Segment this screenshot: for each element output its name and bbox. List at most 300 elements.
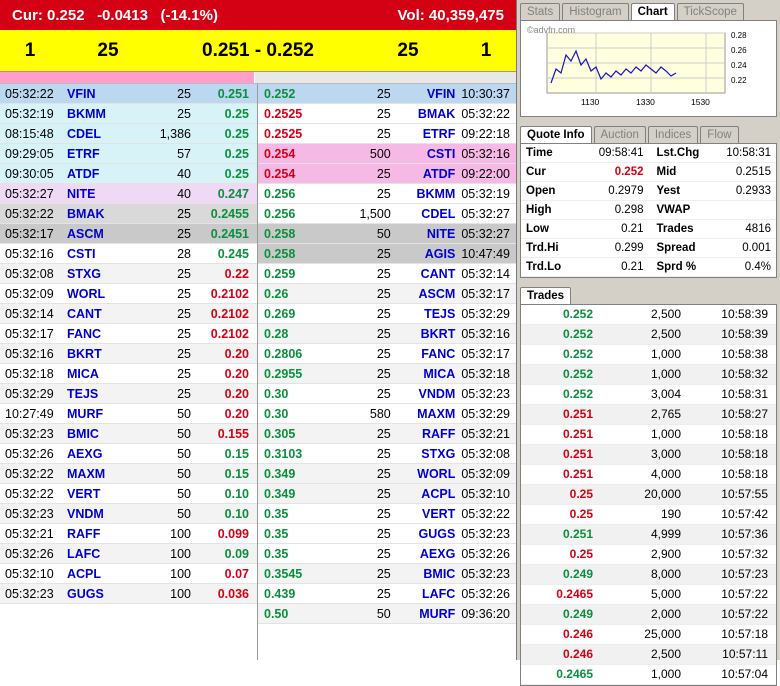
tab-trades[interactable]: Trades (520, 287, 571, 304)
ask-size: 25 (376, 247, 391, 261)
bid-mmid: ACPL (67, 567, 102, 581)
trade-row[interactable] (521, 385, 776, 405)
trade-row[interactable] (521, 365, 776, 385)
ask-time: 09:22:00 (461, 167, 510, 181)
bid-time: 10:27:49 (5, 407, 54, 421)
ask-mmid: RAFF (422, 427, 456, 441)
ask-time: 05:32:21 (461, 427, 510, 441)
bid-mmid: MAXM (67, 467, 106, 481)
tab-chart[interactable]: Chart (631, 3, 675, 20)
bid-price: 0.15 (224, 447, 249, 461)
trade-price: 0.251 (562, 447, 593, 461)
trade-time: 10:57:11 (722, 647, 768, 661)
ask-price: 0.269 (264, 307, 296, 321)
bid-size: 25 (177, 387, 191, 401)
bid-mmid: NITE (67, 187, 96, 201)
ask-book[interactable] (258, 84, 516, 660)
trade-size: 2,900 (650, 547, 681, 561)
tab-stats[interactable]: Stats (520, 3, 560, 20)
bid-price: 0.10 (224, 507, 249, 521)
bid-mmid: STXG (67, 267, 102, 281)
bid-mmid: ETRF (67, 147, 100, 161)
bid-time: 09:30:05 (5, 167, 54, 181)
ask-price: 0.349 (264, 487, 296, 501)
bid-row[interactable] (0, 164, 257, 184)
price-chart-panel[interactable] (520, 20, 777, 117)
bid-price: 0.25 (224, 127, 249, 141)
svg-text:1530: 1530 (691, 97, 710, 107)
ask-row[interactable] (258, 484, 516, 504)
ask-mmid: NITE (426, 227, 456, 241)
ask-price: 0.305 (264, 427, 296, 441)
ask-time: 09:36:20 (461, 607, 510, 621)
ask-size: 25 (376, 447, 391, 461)
bid-size: 25 (177, 327, 191, 341)
trade-row[interactable] (521, 605, 776, 625)
ask-mmid: LAFC (422, 587, 456, 601)
tab-histogram[interactable]: Histogram (562, 3, 628, 20)
bid-row[interactable] (0, 144, 257, 164)
bid-price: 0.25 (224, 167, 249, 181)
ask-time: 05:32:19 (461, 187, 510, 201)
ask-time: 05:32:10 (461, 487, 510, 501)
quote-tab-strip[interactable] (517, 123, 780, 143)
current-price-group (12, 7, 218, 24)
trade-price: 0.251 (562, 427, 593, 441)
bid-book[interactable] (0, 84, 258, 660)
tab-auction[interactable]: Auction (594, 126, 646, 143)
quote-info-value-right: 0.2933 (717, 182, 776, 201)
ask-size: 25 (376, 327, 391, 341)
ask-size: 25 (376, 87, 391, 101)
quote-info-row (521, 201, 776, 220)
ask-row[interactable] (258, 464, 516, 484)
ask-row[interactable] (258, 264, 516, 284)
trade-price: 0.251 (562, 467, 593, 481)
ask-row[interactable] (258, 604, 516, 624)
bid-mmid: BKMM (67, 107, 106, 121)
ask-mmid: AGIS (424, 247, 456, 261)
trade-row[interactable] (521, 445, 776, 465)
trade-size: 2,500 (650, 327, 681, 341)
ask-mmid: ETRF (422, 127, 456, 141)
bid-price: 0.09 (224, 547, 249, 561)
ask-mmid: CANT (420, 267, 456, 281)
ask-price: 0.35 (264, 507, 289, 521)
bid-row[interactable] (0, 264, 257, 284)
ask-time: 05:32:27 (461, 227, 510, 241)
bid-row[interactable] (0, 404, 257, 424)
ask-size: 580 (369, 407, 391, 421)
trade-row[interactable] (521, 405, 776, 425)
ask-row[interactable] (258, 224, 516, 244)
bid-mmid: BMAK (67, 207, 105, 221)
depth-ratio-bid (0, 72, 255, 83)
svg-text:0.24: 0.24 (731, 61, 747, 70)
ask-price: 0.258 (264, 227, 296, 241)
trade-size: 2,500 (650, 307, 681, 321)
bid-size: 100 (170, 587, 191, 601)
ask-mmid: VERT (421, 507, 456, 521)
tab-flow[interactable]: Flow (700, 126, 738, 143)
bid-row[interactable] (0, 524, 257, 544)
bid-time: 05:32:16 (5, 347, 54, 361)
bid-size: 50 (177, 487, 191, 501)
trade-price: 0.251 (562, 407, 593, 421)
order-book (0, 84, 516, 660)
bid-size: 50 (177, 447, 191, 461)
quote-info-value-right (717, 201, 776, 220)
ask-price: 0.3103 (264, 447, 303, 461)
ask-mmid: WORL (417, 467, 456, 481)
bid-price: 0.2455 (210, 207, 249, 221)
ask-size: 25 (376, 587, 391, 601)
bid-mmid: ASCM (67, 227, 104, 241)
ask-row[interactable] (258, 584, 516, 604)
ask-price: 0.256 (264, 187, 296, 201)
bid-price: 0.07 (224, 567, 249, 581)
ask-time: 05:32:22 (461, 107, 510, 121)
svg-text:1130: 1130 (581, 97, 600, 107)
ask-time: 10:30:37 (461, 87, 510, 101)
ask-row[interactable] (258, 244, 516, 264)
trade-row[interactable] (521, 665, 776, 685)
quote-info-label-left: Time (521, 144, 590, 163)
bid-size: 25 (177, 307, 191, 321)
trade-price: 0.252 (562, 347, 593, 361)
bid-size: 100 (170, 547, 191, 561)
ask-size: 25 (376, 427, 391, 441)
ask-row[interactable] (258, 104, 516, 124)
bid-time: 05:32:22 (5, 487, 54, 501)
ask-price: 0.30 (264, 407, 289, 421)
tab-tickscope[interactable]: TickScope (677, 3, 744, 20)
trade-row[interactable] (521, 305, 776, 325)
cur-change: -0.0413 (97, 6, 148, 24)
bid-time: 05:32:22 (5, 87, 54, 101)
trade-size: 2,765 (650, 407, 681, 421)
bid-price: 0.251 (217, 87, 249, 101)
bid-row[interactable] (0, 104, 257, 124)
bid-row[interactable] (0, 224, 257, 244)
trade-price: 0.25 (569, 507, 593, 521)
ask-row[interactable] (258, 324, 516, 344)
chart-tab-strip[interactable] (517, 0, 780, 20)
trade-price: 0.251 (562, 527, 593, 541)
ask-row[interactable] (258, 444, 516, 464)
ask-size: 25 (376, 167, 391, 181)
trade-time: 10:57:22 (721, 587, 768, 601)
bid-price: 0.20 (224, 407, 249, 421)
trade-row[interactable] (521, 465, 776, 485)
trade-row[interactable] (521, 565, 776, 585)
trades-tab-strip[interactable] (517, 284, 780, 304)
bid-row[interactable] (0, 504, 257, 524)
ask-price: 0.2806 (264, 347, 303, 361)
bid-size: 1,386 (159, 127, 191, 141)
bid-time: 05:32:23 (5, 507, 54, 521)
bid-row[interactable] (0, 444, 257, 464)
ask-mmid: CDEL (421, 207, 456, 221)
quote-info-value-right: 0.4% (717, 258, 776, 277)
trade-row[interactable] (521, 645, 776, 665)
trade-row[interactable] (521, 585, 776, 605)
bid-row[interactable] (0, 464, 257, 484)
bid-row[interactable] (0, 344, 257, 364)
ask-row[interactable] (258, 84, 516, 104)
bid-price: 0.247 (217, 187, 249, 201)
bid-price: 0.20 (224, 367, 249, 381)
quote-info-label-left: High (521, 201, 590, 220)
quote-info-label-left: Low (521, 220, 590, 239)
ask-size: 25 (397, 39, 419, 61)
quote-info-value-right: 4816 (717, 220, 776, 239)
ask-price: 0.2955 (264, 367, 303, 381)
trade-row[interactable] (521, 485, 776, 505)
bid-row[interactable] (0, 424, 257, 444)
bid-row[interactable] (0, 204, 257, 224)
ask-row[interactable] (258, 524, 516, 544)
ask-time: 05:32:23 (461, 387, 510, 401)
ask-row[interactable] (258, 364, 516, 384)
trade-size: 3,004 (650, 387, 681, 401)
bid-mmid: MICA (67, 367, 99, 381)
ask-time: 05:32:17 (461, 287, 510, 301)
ask-row[interactable] (258, 544, 516, 564)
chart-watermark: ©advfn.com (527, 25, 576, 35)
ask-size: 25 (376, 347, 391, 361)
trade-price: 0.252 (562, 367, 593, 381)
svg-text:1330: 1330 (636, 97, 655, 107)
ask-price: 0.254 (264, 147, 296, 161)
bid-row[interactable] (0, 124, 257, 144)
bid-row[interactable] (0, 584, 257, 604)
bid-price: 0.20 (224, 387, 249, 401)
quote-info-label-right: Sprd % (648, 258, 717, 277)
bid-size: 57 (177, 147, 191, 161)
ask-mmid: ATDF (422, 167, 456, 181)
trade-time: 10:57:32 (721, 547, 768, 561)
bid-row[interactable] (0, 364, 257, 384)
trade-row[interactable] (521, 625, 776, 645)
ask-row[interactable] (258, 204, 516, 224)
bid-row[interactable] (0, 304, 257, 324)
trade-price: 0.246 (562, 647, 593, 661)
ask-participant-count: 1 (480, 39, 492, 61)
trade-price: 0.25 (569, 547, 593, 561)
bid-row[interactable] (0, 564, 257, 584)
vol-label: Vol: (397, 6, 425, 24)
bid-time: 05:32:16 (5, 247, 54, 261)
depth-ratio-ask (255, 72, 516, 83)
bid-row[interactable] (0, 184, 257, 204)
bid-price: 0.155 (217, 427, 249, 441)
ask-time: 05:32:14 (461, 267, 510, 281)
ask-mmid: BKMM (416, 187, 456, 201)
bid-price: 0.2451 (210, 227, 249, 241)
bid-size: 25 (177, 207, 191, 221)
bid-mmid: WORL (67, 287, 106, 301)
trade-time: 10:57:18 (721, 627, 768, 641)
bid-size: 25 (177, 267, 191, 281)
bid-size: 25 (177, 107, 191, 121)
bid-size: 50 (177, 467, 191, 481)
ask-mmid: MICA (423, 367, 456, 381)
trade-price: 0.252 (562, 307, 593, 321)
ask-row[interactable] (258, 424, 516, 444)
ask-time: 05:32:09 (461, 467, 510, 481)
trade-size: 25,000 (644, 627, 681, 641)
ask-mmid: VFIN (426, 87, 456, 101)
bid-ask-spread: 0.251 - 0.252 (202, 39, 314, 61)
ask-row[interactable] (258, 144, 516, 164)
bid-row[interactable] (0, 484, 257, 504)
bid-time: 05:32:10 (5, 567, 54, 581)
ask-size: 50 (376, 607, 391, 621)
bid-row[interactable] (0, 284, 257, 304)
bid-mmid: GUGS (67, 587, 104, 601)
ask-row[interactable] (258, 564, 516, 584)
bid-mmid: VFIN (67, 87, 96, 101)
ask-time: 05:32:08 (461, 447, 510, 461)
quote-info-label-right: Yest (648, 182, 717, 201)
ask-price: 0.26 (264, 287, 289, 301)
trade-price: 0.249 (562, 567, 593, 581)
ask-time: 05:32:17 (461, 347, 510, 361)
bid-mmid: CSTI (67, 247, 96, 261)
bid-mmid: FANC (67, 327, 102, 341)
ask-size: 25 (376, 127, 391, 141)
trade-time: 10:58:31 (721, 387, 768, 401)
bid-time: 05:32:18 (5, 367, 54, 381)
ask-time: 05:32:26 (461, 547, 510, 561)
bid-row[interactable] (0, 544, 257, 564)
quote-info-value-left: 0.21 (590, 220, 649, 239)
bid-time: 09:29:05 (5, 147, 54, 161)
trade-time: 10:58:39 (721, 307, 768, 321)
trade-time: 10:57:36 (721, 527, 768, 541)
cur-label: Cur: (12, 6, 43, 24)
ask-price: 0.35 (264, 547, 289, 561)
bid-size: 28 (177, 247, 191, 261)
bid-row[interactable] (0, 324, 257, 344)
bid-time: 05:32:26 (5, 447, 54, 461)
ask-row[interactable] (258, 384, 516, 404)
quote-info-value-left: 0.252 (590, 163, 649, 182)
ask-size: 25 (376, 487, 391, 501)
quote-info-label-left: Trd.Hi (521, 239, 590, 258)
trade-size: 1,000 (650, 347, 681, 361)
trade-row[interactable] (521, 505, 776, 525)
ask-row[interactable] (258, 344, 516, 364)
trade-price: 0.249 (562, 607, 593, 621)
trade-time: 10:58:18 (721, 447, 768, 461)
bid-participant-count: 1 (24, 39, 36, 61)
trade-row[interactable] (521, 525, 776, 545)
ask-time: 05:32:27 (461, 207, 510, 221)
trade-price: 0.252 (562, 387, 593, 401)
ask-mmid: CSTI (426, 147, 456, 161)
ask-size: 25 (376, 187, 391, 201)
ask-row[interactable] (258, 304, 516, 324)
trades-panel[interactable] (520, 304, 777, 686)
best-quote-bar (0, 30, 516, 72)
bid-size: 25 (177, 347, 191, 361)
bid-price: 0.2102 (210, 307, 249, 321)
ask-row[interactable] (258, 504, 516, 524)
ask-time: 05:32:18 (461, 367, 510, 381)
ask-mmid: TEJS (424, 307, 456, 321)
ask-price: 0.252 (264, 87, 296, 101)
trade-row[interactable] (521, 345, 776, 365)
trade-row[interactable] (521, 425, 776, 445)
ask-price: 0.256 (264, 207, 296, 221)
bid-price: 0.15 (224, 467, 249, 481)
trade-row[interactable] (521, 325, 776, 345)
bid-row[interactable] (0, 384, 257, 404)
ask-row[interactable] (258, 164, 516, 184)
bid-price: 0.245 (217, 247, 249, 261)
ask-time: 09:22:18 (461, 127, 510, 141)
trade-row[interactable] (521, 545, 776, 565)
quote-info-row (521, 182, 776, 201)
bid-size: 25 (177, 87, 191, 101)
ask-size: 25 (376, 387, 391, 401)
bid-mmid: LAFC (67, 547, 101, 561)
bid-time: 08:15:48 (5, 127, 54, 141)
bid-time: 05:32:27 (5, 187, 54, 201)
bid-size: 50 (177, 507, 191, 521)
trade-size: 1,000 (650, 667, 681, 681)
ask-time: 05:32:26 (461, 587, 510, 601)
trade-price: 0.246 (562, 627, 593, 641)
bid-mmid: CANT (67, 307, 102, 321)
trade-time: 10:58:18 (721, 467, 768, 481)
ask-time: 10:47:49 (461, 247, 510, 261)
bid-price: 0.2102 (210, 327, 249, 341)
tab-quote-info[interactable]: Quote Info (520, 126, 592, 143)
ask-row[interactable] (258, 124, 516, 144)
ask-mmid: ACPL (421, 487, 456, 501)
ask-row[interactable] (258, 184, 516, 204)
bid-price: 0.22 (224, 267, 249, 281)
bid-row[interactable] (0, 84, 257, 104)
quote-info-row (521, 258, 776, 277)
bid-row[interactable] (0, 244, 257, 264)
ask-row[interactable] (258, 284, 516, 304)
bid-size: 25 (177, 367, 191, 381)
quote-info-label-left: Open (521, 182, 590, 201)
ask-time: 05:32:29 (461, 407, 510, 421)
quote-info-panel (520, 143, 777, 278)
ask-mmid: FANC (421, 347, 456, 361)
quote-info-label-right: Trades (648, 220, 717, 239)
ask-row[interactable] (258, 404, 516, 424)
bid-mmid: VNDM (67, 507, 104, 521)
bid-size: 25 (97, 39, 119, 61)
svg-text:0.28: 0.28 (731, 31, 747, 40)
bid-mmid: TEJS (67, 387, 99, 401)
bid-time: 05:32:29 (5, 387, 54, 401)
trade-time: 10:57:55 (721, 487, 768, 501)
ask-price: 0.50 (264, 607, 289, 621)
ask-size: 25 (376, 367, 391, 381)
ask-price: 0.35 (264, 527, 289, 541)
trade-size: 3,000 (650, 447, 681, 461)
trade-size: 2,500 (650, 647, 681, 661)
tab-indices[interactable]: Indices (648, 126, 698, 143)
quote-info-value-left: 09:58:41 (590, 144, 649, 163)
